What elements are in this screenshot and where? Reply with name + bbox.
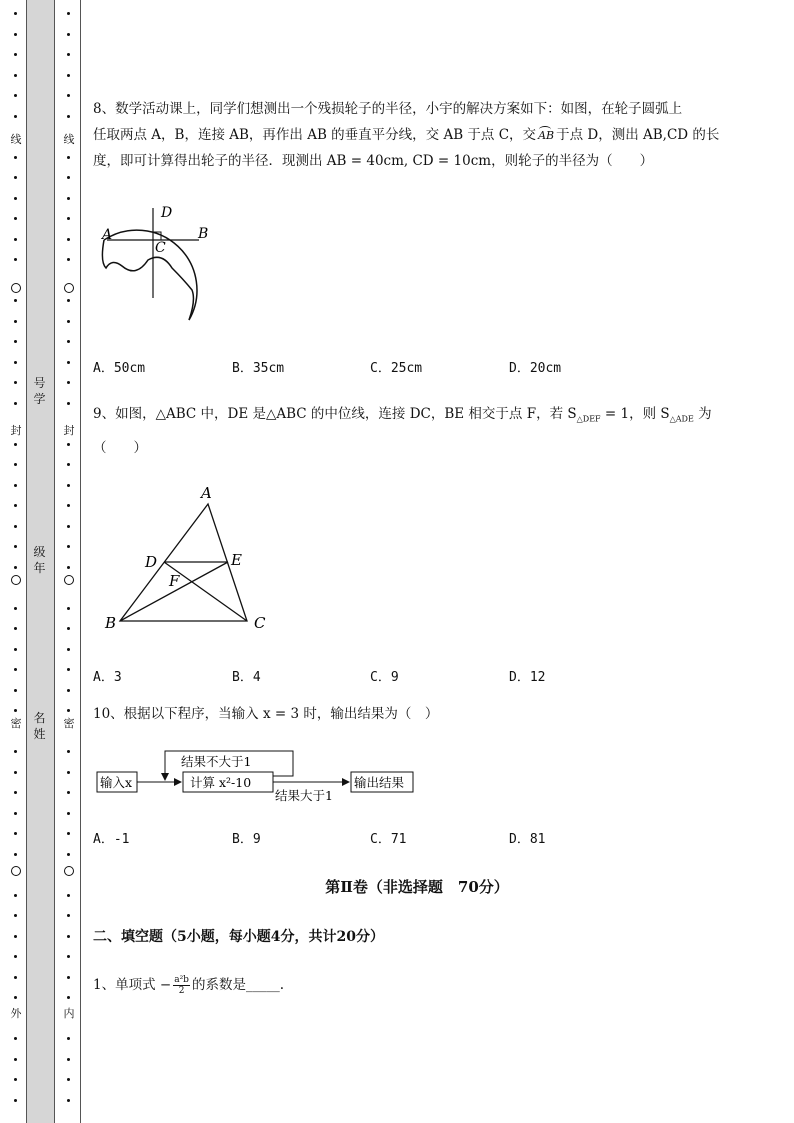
grade-label: 级年 — [33, 545, 46, 575]
cut-dot — [67, 668, 70, 671]
cut-dot — [67, 238, 70, 241]
cut-char: 封 — [10, 424, 22, 437]
q10-option-a[interactable]: A．-1 — [93, 832, 130, 847]
binding-hole-icon — [64, 866, 74, 876]
cut-dot — [14, 33, 17, 36]
cut-dot — [67, 361, 70, 364]
cut-dot — [67, 74, 70, 77]
cut-dot — [14, 853, 17, 856]
cut-char: 密 — [63, 717, 75, 730]
cut-dot — [14, 996, 17, 999]
loop-label: 结果不大于1 — [181, 754, 252, 769]
q10-option-b[interactable]: B．9 — [232, 832, 261, 847]
cut-dot — [67, 94, 70, 97]
cut-dot — [67, 545, 70, 548]
cut-dot — [67, 648, 70, 651]
cut-dot — [14, 463, 17, 466]
cut-dot — [67, 812, 70, 815]
binding-rule — [80, 0, 81, 1123]
name-field — [26, 710, 53, 742]
cut-dot — [14, 12, 17, 15]
cut-dot — [67, 525, 70, 528]
q10-option-c[interactable]: C．71 — [370, 832, 407, 847]
cut-dot — [67, 791, 70, 794]
cut-dot — [67, 607, 70, 610]
cut-dot — [14, 94, 17, 97]
cut-dot — [14, 976, 17, 979]
cut-dot — [14, 812, 17, 815]
outer-cut-line — [10, 0, 22, 1123]
question-8-line-1: 8、数学活动课上，同学们想测出一个残损轮子的半径，小宇的解决方案如下：如图，在轮子圆弧上 — [93, 101, 683, 117]
cut-dot — [14, 607, 17, 610]
cut-dot — [14, 832, 17, 835]
fig-label-c: C — [155, 240, 166, 256]
fig-label-e: E — [231, 551, 242, 569]
cut-dot — [14, 689, 17, 692]
cut-dot — [14, 217, 17, 220]
q9-mid: = 1，则 S — [600, 406, 670, 422]
q9-sub-ade: △ADE — [669, 414, 694, 424]
cut-dot — [14, 1078, 17, 1081]
output-label: 输出结果 — [354, 775, 405, 790]
cut-dot — [67, 750, 70, 753]
cut-dot — [67, 381, 70, 384]
cut-dot — [14, 340, 17, 343]
cut-dot — [14, 791, 17, 794]
cut-dot — [67, 627, 70, 630]
compute-label: 计算 x²-10 — [190, 775, 252, 790]
q9-option-b[interactable]: B．4 — [232, 670, 261, 685]
q1-prefix: 1、单项式 − — [93, 977, 172, 993]
cut-dot — [67, 320, 70, 323]
q8-option-a[interactable]: A．50cm — [93, 361, 146, 376]
q8-line2-end: 于点 D，测出 AB,CD 的长 — [556, 127, 720, 143]
binding-hole-icon — [64, 283, 74, 293]
q8-option-d[interactable]: D．20cm — [509, 361, 562, 376]
cut-dot — [14, 1037, 17, 1040]
cut-dot — [67, 996, 70, 999]
q1-suffix: 的系数是_____. — [191, 977, 284, 993]
cut-dot — [14, 504, 17, 507]
student-id-label: 号学 — [33, 376, 46, 406]
cut-char: 线 — [63, 133, 75, 146]
cut-dot — [14, 935, 17, 938]
cut-dot — [67, 1078, 70, 1081]
cut-dot — [14, 525, 17, 528]
cut-dot — [14, 1099, 17, 1102]
wheel-arc — [104, 230, 197, 320]
fig-label-c: C — [254, 614, 266, 632]
cut-dot — [14, 381, 17, 384]
cut-dot — [14, 894, 17, 897]
binding-margin — [0, 0, 84, 1123]
cut-dot — [67, 53, 70, 56]
cut-dot — [67, 258, 70, 261]
cut-dot — [14, 74, 17, 77]
cut-dot — [14, 771, 17, 774]
fig-label-a: A — [201, 484, 212, 502]
cut-char: 封 — [63, 424, 75, 437]
cut-dot — [14, 299, 17, 302]
grade-field — [26, 544, 53, 576]
fig-label-b: B — [198, 226, 209, 242]
cut-dot — [67, 156, 70, 159]
cut-dot — [14, 53, 17, 56]
broken-edge — [102, 240, 193, 320]
q9-end: 为 — [693, 406, 712, 422]
cut-dot — [67, 33, 70, 36]
cut-dot — [14, 115, 17, 118]
cut-dot — [67, 1058, 70, 1061]
cut-dot — [67, 463, 70, 466]
part-2-title: 第Ⅱ卷（非选择题 70分） — [325, 878, 509, 896]
cut-dot — [67, 914, 70, 917]
question-8-line-3: 度，即可计算得出轮子的半径．现测出 AB = 40cm, CD = 10cm，则轮子的半径为（ ） — [93, 153, 654, 169]
fill-in-question-1 — [93, 972, 284, 998]
name-label: 名姓 — [33, 711, 46, 741]
cut-dot — [67, 955, 70, 958]
cut-dot — [67, 976, 70, 979]
cut-dot — [67, 1037, 70, 1040]
segment-dc — [164, 562, 247, 621]
cut-dot — [67, 402, 70, 405]
cut-char: 密 — [10, 717, 22, 730]
cut-dot — [14, 668, 17, 671]
cut-char: 线 — [10, 133, 22, 146]
q9-option-d[interactable]: D．12 — [509, 670, 546, 685]
question-9-line-1 — [93, 401, 743, 433]
cut-dot — [14, 709, 17, 712]
cut-dot — [67, 935, 70, 938]
cut-char: 外 — [10, 1007, 22, 1020]
cut-dot — [67, 340, 70, 343]
question-8-line-2 — [93, 122, 743, 149]
arc-mark-icon — [539, 126, 551, 133]
cut-dot — [14, 258, 17, 261]
fraction-denominator: 2 — [178, 985, 185, 996]
cut-dot — [67, 771, 70, 774]
cut-dot — [67, 299, 70, 302]
cut-dot — [14, 955, 17, 958]
q1-fraction — [173, 975, 190, 996]
q8-line2-text: 任取两点 A，B，连接 AB，再作出 AB 的垂直平分线，交 AB 于点 C，交 — [93, 127, 537, 143]
cut-dot — [14, 750, 17, 753]
input-label: 输入x — [100, 775, 133, 790]
segment-be — [120, 562, 228, 621]
q9-option-a[interactable]: A．3 — [93, 670, 122, 685]
question-10-line-1: 10、根据以下程序，当输入 x = 3 时，输出结果为（ ） — [93, 706, 439, 722]
inner-cut-line — [63, 0, 75, 1123]
cut-dot — [14, 320, 17, 323]
cut-dot — [14, 627, 17, 630]
question-9-line-2: （ ） — [93, 440, 147, 456]
q8-arc-ab — [538, 123, 554, 149]
triangle-figure — [100, 482, 275, 632]
cut-dot — [14, 443, 17, 446]
cut-dot — [67, 832, 70, 835]
cut-dot — [14, 648, 17, 651]
fig-label-f: F — [169, 572, 180, 590]
cut-dot — [67, 709, 70, 712]
q8-option-b[interactable]: B．35cm — [232, 361, 285, 376]
cut-dot — [67, 115, 70, 118]
binding-hole-icon — [11, 575, 21, 585]
student-id-field — [26, 375, 53, 407]
cut-dot — [14, 484, 17, 487]
wheel-figure — [92, 200, 222, 328]
cut-dot — [67, 853, 70, 856]
cut-dot — [67, 197, 70, 200]
q9-sub-def: △DEF — [576, 414, 601, 424]
binding-hole-icon — [64, 575, 74, 585]
cut-dot — [67, 217, 70, 220]
cut-dot — [14, 197, 17, 200]
fill-in-section-title: 二、填空题（5小题，每小题4分，共计20分） — [93, 929, 384, 945]
cut-dot — [14, 176, 17, 179]
cut-dot — [14, 361, 17, 364]
q9-text: 9、如图，△ABC 中，DE 是△ABC 的中位线，连接 DC，BE 相交于点 F，若 S — [93, 406, 577, 422]
cut-dot — [67, 566, 70, 569]
binding-hole-icon — [11, 283, 21, 293]
fig-label-d: D — [161, 205, 173, 221]
cut-dot — [67, 443, 70, 446]
fig-label-d: D — [145, 553, 158, 571]
cut-dot — [67, 12, 70, 15]
cut-dot — [67, 689, 70, 692]
exit-label: 结果大于1 — [275, 788, 333, 803]
cut-dot — [67, 176, 70, 179]
fig-label-a: A — [102, 227, 113, 243]
cut-dot — [67, 484, 70, 487]
q9-option-c[interactable]: C．9 — [370, 670, 399, 685]
cut-dot — [14, 545, 17, 548]
fraction-numerator: a²b — [174, 974, 189, 985]
cut-dot — [14, 914, 17, 917]
cut-dot — [14, 1058, 17, 1061]
arc-label: AB — [538, 129, 555, 142]
q10-option-d[interactable]: D．81 — [509, 832, 546, 847]
cut-char: 内 — [63, 1007, 75, 1020]
fig-label-b: B — [105, 614, 117, 632]
cut-dot — [14, 156, 17, 159]
cut-dot — [14, 402, 17, 405]
cut-dot — [67, 1099, 70, 1102]
cut-dot — [14, 238, 17, 241]
cut-dot — [14, 566, 17, 569]
cut-dot — [67, 504, 70, 507]
q8-option-c[interactable]: C．25cm — [370, 361, 423, 376]
flowchart — [95, 748, 420, 808]
binding-hole-icon — [11, 866, 21, 876]
